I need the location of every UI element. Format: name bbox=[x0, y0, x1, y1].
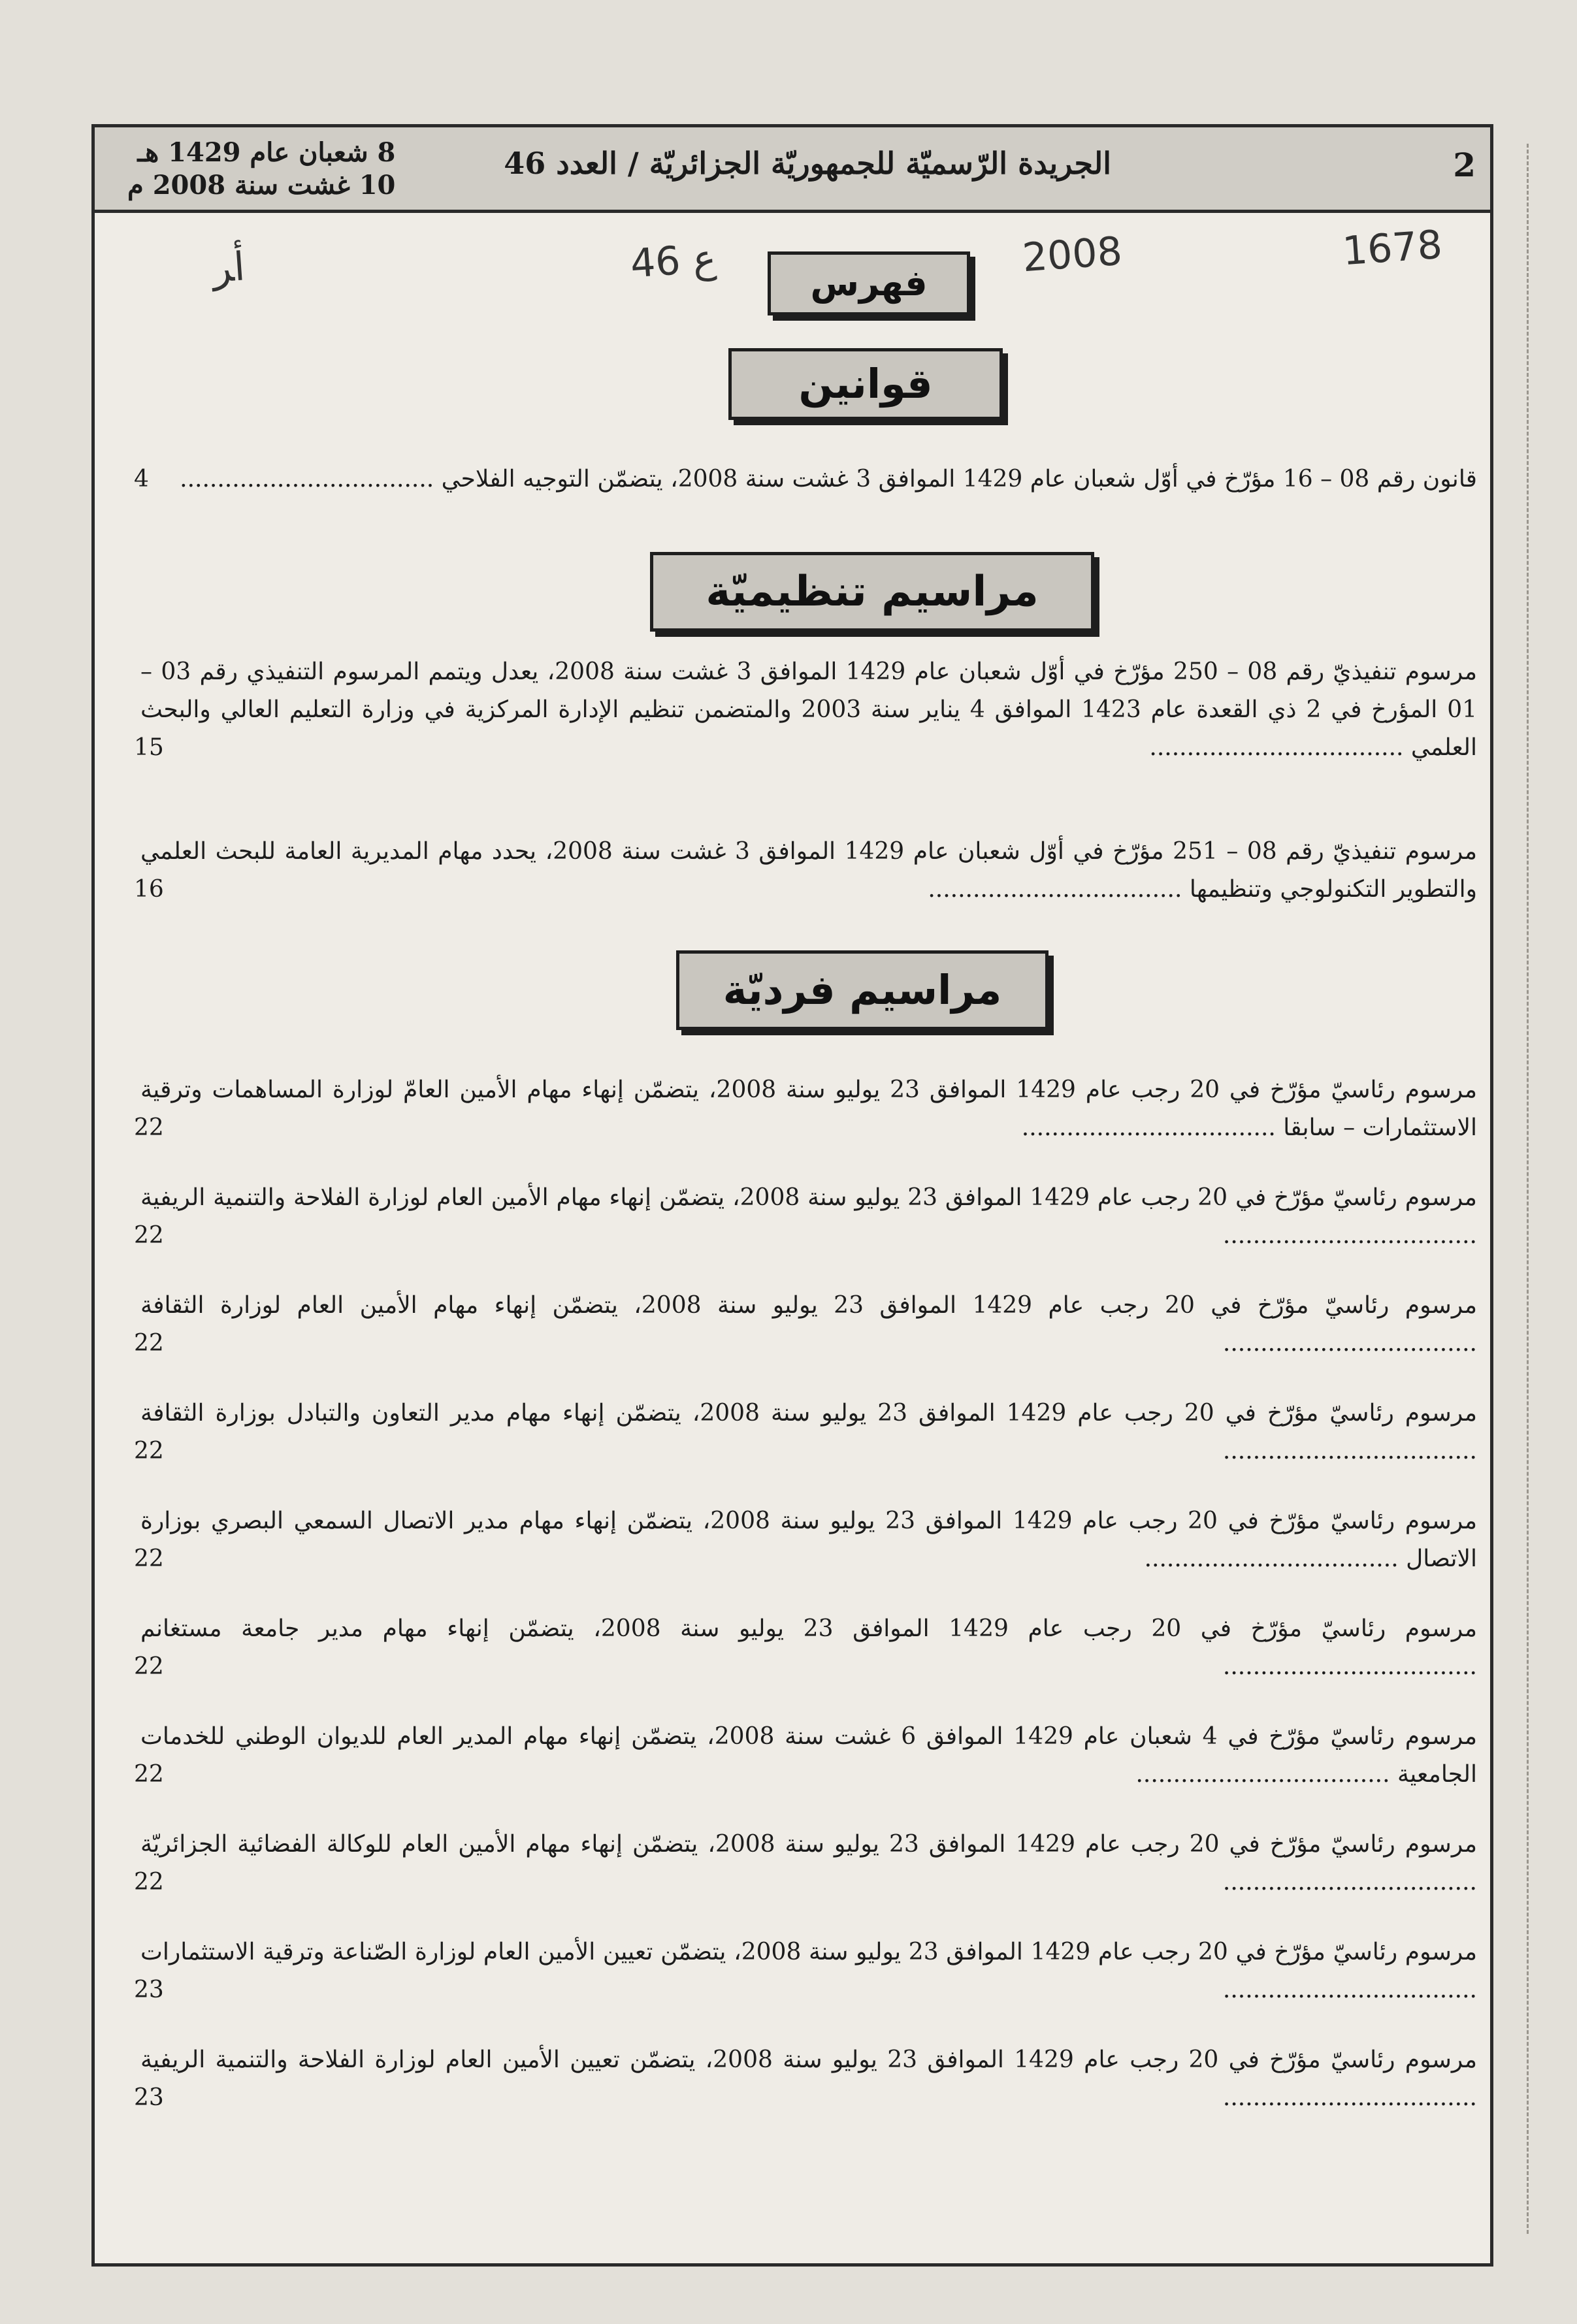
entry-page-number: 22 bbox=[134, 1114, 164, 1141]
handwritten-note-4: ﺃﺮ bbox=[210, 244, 247, 292]
entry-text: مرسوم رئاسيّ مؤرّخ في 20 رجب عام 1429 الموافق 23 يوليو سنة 2008، يتضمّن إنهاء مهام الأمين العام لوزارة الفلاحة والتنمية الريفية ..... bbox=[134, 1179, 1477, 1255]
entry-page-number: 22 bbox=[134, 1653, 164, 1680]
entry-page-number: 22 bbox=[134, 1545, 164, 1572]
toc-entry bbox=[134, 1179, 1477, 1255]
toc-entry bbox=[134, 833, 1477, 909]
toc-entry bbox=[134, 1933, 1477, 2009]
toc-entry bbox=[134, 1287, 1477, 1363]
entry-page-number: 16 bbox=[134, 876, 164, 903]
entry-page-number: 15 bbox=[134, 734, 164, 761]
entry-text: مرسوم رئاسيّ مؤرّخ في 4 شعبان عام 1429 الموافق 6 غشت سنة 2008، يتضمّن إنهاء مهام المدير العام للديوان الوطني للخدمات الجامعية ..... bbox=[134, 1718, 1477, 1794]
entry-page-number: 22 bbox=[134, 1330, 164, 1357]
toc-entry bbox=[134, 1502, 1477, 1578]
handwritten-note-2: 2008 bbox=[1020, 228, 1124, 282]
date-hijri: 8 شعبان عام 1429 هـ bbox=[137, 137, 396, 168]
entry-text: مرسوم رئاسيّ مؤرّخ في 20 رجب عام 1429 الموافق 23 يوليو سنة 2008، يتضمّن إنهاء مهام مدير جامعة مستغانم ..... bbox=[134, 1610, 1477, 1686]
toc-entry bbox=[134, 1071, 1477, 1147]
entry-text: مرسوم تنفيذيّ رقم 08 – 250 مؤرّخ في أوّل شعبان عام 1429 الموافق 3 غشت سنة 2008، يعدل ويتمم المرسوم التنفيذي رقم 03 – 01 المؤرخ في 2 ذي القعدة عام 1423 الموافق 4 يناير سنة 2003 والمتضمن تنظيم الإدارة المركزية في وزارة التعليم العالي والبحث العلمي ..... bbox=[134, 653, 1477, 767]
entry-text: مرسوم رئاسيّ مؤرّخ في 20 رجب عام 1429 الموافق 23 يوليو سنة 2008، يتضمّن تعيين الأمين العام لوزارة الصّناعة وترقية الاستثمارات ..... bbox=[134, 1933, 1477, 2009]
entry-page-number: 22 bbox=[134, 1869, 164, 1896]
page-number: 2 bbox=[1453, 146, 1476, 184]
handwritten-note-3: 46 ع bbox=[628, 235, 718, 287]
entry-text: مرسوم رئاسيّ مؤرّخ في 20 رجب عام 1429 الموافق 23 يوليو سنة 2008، يتضمّن إنهاء مهام مدير التعاون والتبادل بوزارة الثقافة ..... bbox=[134, 1395, 1477, 1470]
entry-page-number: 22 bbox=[134, 1222, 164, 1249]
section-individual-title: مراسيم فرديّة bbox=[676, 950, 1049, 1030]
entry-page-number: 22 bbox=[134, 1438, 164, 1464]
toc-entry bbox=[134, 653, 1477, 767]
date-gregorian: 10 غشت سنة 2008 م bbox=[127, 170, 396, 201]
section-laws-title: قوانين bbox=[728, 348, 1003, 420]
gazette-header bbox=[95, 127, 1490, 213]
entry-text: مرسوم رئاسيّ مؤرّخ في 20 رجب عام 1429 الموافق 23 يوليو سنة 2008، يتضمّن إنهاء مهام الأمين العام للوكالة الفضائية الجزائريّة ..... bbox=[134, 1826, 1477, 1901]
page-frame bbox=[91, 124, 1493, 2267]
entry-text: مرسوم رئاسيّ مؤرّخ في 20 رجب عام 1429 الموافق 23 يوليو سنة 2008، يتضمّن تعيين الأمين العام لوزارة الفلاحة والتنمية الريفية ..... bbox=[134, 2041, 1477, 2117]
margin-rule bbox=[1527, 144, 1529, 2234]
toc-entry bbox=[134, 460, 1477, 498]
gazette-title: الجريدة الرّسميّة للجمهوريّة الجزائريّة / العدد 46 bbox=[504, 146, 1111, 181]
toc-entry bbox=[134, 1826, 1477, 1901]
entry-page-number: 23 bbox=[134, 1977, 164, 2003]
toc-entry bbox=[134, 1718, 1477, 1794]
entry-page-number: 22 bbox=[134, 1761, 164, 1788]
section-executive-title: مراسيم تنظيميّة bbox=[650, 552, 1094, 632]
entry-page-number: 4 bbox=[134, 466, 149, 492]
toc-entry bbox=[134, 2041, 1477, 2117]
entry-text: قانون رقم 08 – 16 مؤرّخ في أوّل شعبان عام 1429 الموافق 3 غشت سنة 2008، يتضمّن التوجيه الفلاحي ..... bbox=[134, 460, 1477, 498]
entry-page-number: 23 bbox=[134, 2084, 164, 2111]
toc-entry bbox=[134, 1610, 1477, 1686]
entry-text: مرسوم رئاسيّ مؤرّخ في 20 رجب عام 1429 الموافق 23 يوليو سنة 2008، يتضمّن إنهاء مهام الأمين العامّ لوزارة المساهمات وترقية الاستثمارات – سابقا ..... bbox=[134, 1071, 1477, 1147]
toc-entry bbox=[134, 1395, 1477, 1470]
entry-text: مرسوم رئاسيّ مؤرّخ في 20 رجب عام 1429 الموافق 23 يوليو سنة 2008، يتضمّن إنهاء مهام مدير الاتصال السمعي البصري بوزارة الاتصال ..... bbox=[134, 1502, 1477, 1578]
handwritten-note-1: 1678 bbox=[1341, 221, 1444, 275]
issue-date bbox=[127, 137, 395, 202]
entry-text: مرسوم رئاسيّ مؤرّخ في 20 رجب عام 1429 الموافق 23 يوليو سنة 2008، يتضمّن إنهاء مهام الأمين العام لوزارة الثقافة ..... bbox=[134, 1287, 1477, 1363]
index-title: فهرس bbox=[768, 251, 970, 315]
entry-text: مرسوم تنفيذيّ رقم 08 – 251 مؤرّخ في أوّل شعبان عام 1429 الموافق 3 غشت سنة 2008، يحدد مهام المديرية العامة للبحث العلمي والتطوير التكنولوجي وتنظيمها ..... bbox=[134, 833, 1477, 909]
